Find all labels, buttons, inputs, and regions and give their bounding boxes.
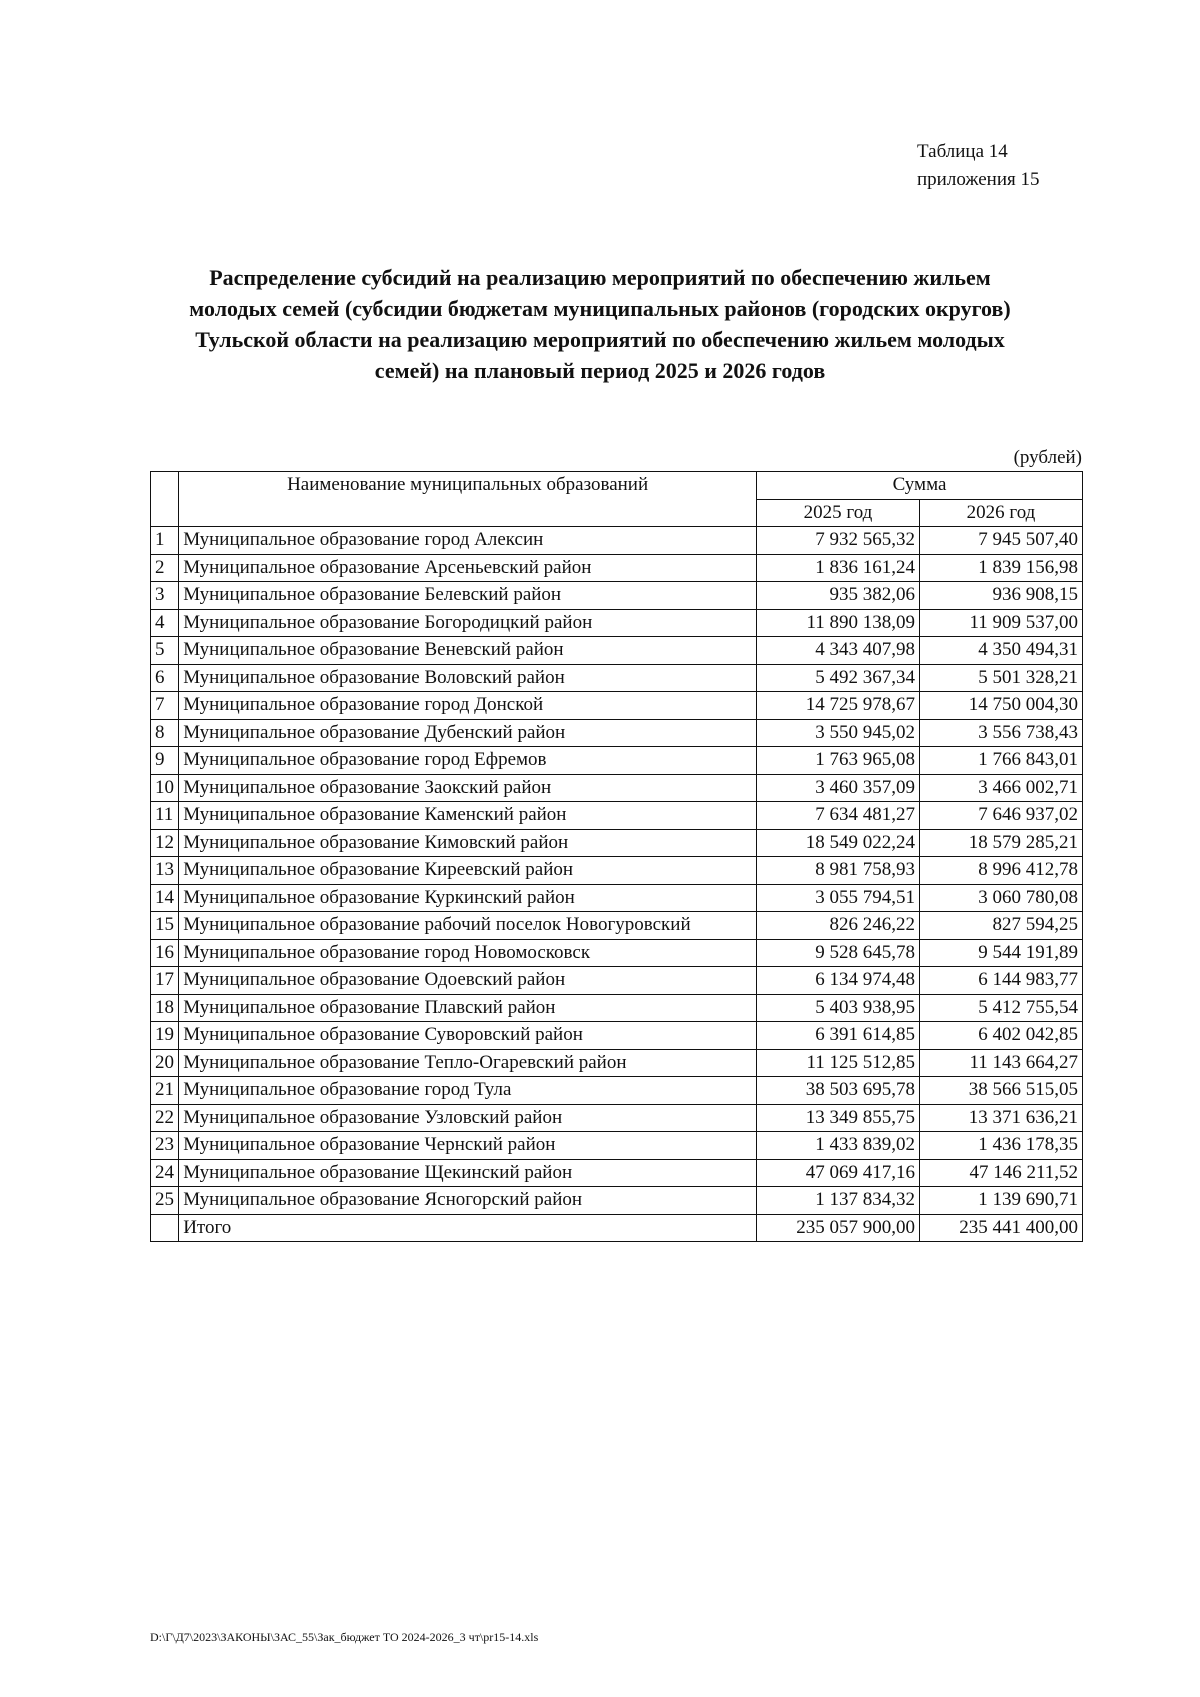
amount-2026: 14 750 004,30 — [919, 692, 1082, 720]
row-number: 20 — [151, 1049, 179, 1077]
municipality-name: Муниципальное образование Щекинский район — [179, 1159, 757, 1187]
municipality-name: Муниципальное образование Чернский район — [179, 1132, 757, 1160]
table-row — [151, 719, 1083, 747]
amount-2025: 3 460 357,09 — [757, 774, 920, 802]
amount-2026: 11 909 537,00 — [919, 609, 1082, 637]
header-year-2026: 2026 год — [919, 499, 1082, 527]
amount-2025: 7 932 565,32 — [757, 527, 920, 555]
table-row — [151, 994, 1083, 1022]
municipality-name: Муниципальное образование Кимовский район — [179, 829, 757, 857]
row-number: 14 — [151, 884, 179, 912]
row-number: 24 — [151, 1159, 179, 1187]
row-number: 13 — [151, 857, 179, 885]
municipality-name: Муниципальное образование Каменский район — [179, 802, 757, 830]
table-number: Таблица 14 — [917, 141, 1008, 162]
municipality-name: Муниципальное образование Дубенский район — [179, 719, 757, 747]
table-row — [151, 1159, 1083, 1187]
amount-2025: 935 382,06 — [757, 582, 920, 610]
file-path: D:\Г\Д7\2023\ЗАКОНЫ\ЗАС_55\Зак_бюджет ТО 2024-2026_3 чт\pr15-14.xls — [150, 1630, 539, 1644]
header-name: Наименование муниципальных образований — [179, 472, 757, 527]
row-number: 3 — [151, 582, 179, 610]
amount-2025: 8 981 758,93 — [757, 857, 920, 885]
municipality-name: Муниципальное образование город Алексин — [179, 527, 757, 555]
amount-2026: 3 466 002,71 — [919, 774, 1082, 802]
amount-2026: 38 566 515,05 — [919, 1077, 1082, 1105]
municipality-name: Муниципальное образование Плавский район — [179, 994, 757, 1022]
amount-2025: 18 549 022,24 — [757, 829, 920, 857]
amount-2025: 6 391 614,85 — [757, 1022, 920, 1050]
amount-2025: 38 503 695,78 — [757, 1077, 920, 1105]
table-row — [151, 1132, 1083, 1160]
amount-2026: 235 441 400,00 — [919, 1214, 1082, 1242]
row-number: 17 — [151, 967, 179, 995]
amount-2025: 1 836 161,24 — [757, 554, 920, 582]
row-number: 7 — [151, 692, 179, 720]
row-number: 4 — [151, 609, 179, 637]
table-row — [151, 1077, 1083, 1105]
amount-2026: 1 839 156,98 — [919, 554, 1082, 582]
title-line-3: Тульской области на реализацию мероприятий по обеспечению жильем молодых — [195, 327, 1005, 352]
amount-2025: 1 433 839,02 — [757, 1132, 920, 1160]
amount-2026: 8 996 412,78 — [919, 857, 1082, 885]
amount-2025: 1 763 965,08 — [757, 747, 920, 775]
amount-2025: 4 343 407,98 — [757, 637, 920, 665]
table-row — [151, 802, 1083, 830]
table-row — [151, 1049, 1083, 1077]
amount-2026: 827 594,25 — [919, 912, 1082, 940]
amount-2026: 1 766 843,01 — [919, 747, 1082, 775]
table-row — [151, 829, 1083, 857]
row-number: 15 — [151, 912, 179, 940]
amount-2025: 7 634 481,27 — [757, 802, 920, 830]
table-row — [151, 582, 1083, 610]
amount-2025: 5 403 938,95 — [757, 994, 920, 1022]
municipality-name: Муниципальное образование Веневский район — [179, 637, 757, 665]
amount-2026: 3 556 738,43 — [919, 719, 1082, 747]
amount-2026: 1 139 690,71 — [919, 1187, 1082, 1215]
table-row — [151, 664, 1083, 692]
amount-2026: 3 060 780,08 — [919, 884, 1082, 912]
municipality-name: Муниципальное образование Куркинский район — [179, 884, 757, 912]
municipality-name: Муниципальное образование город Ефремов — [179, 747, 757, 775]
table-row — [151, 637, 1083, 665]
amount-2025: 3 055 794,51 — [757, 884, 920, 912]
table-row — [151, 967, 1083, 995]
municipality-name: Муниципальное образование Воловский район — [179, 664, 757, 692]
municipality-name: Муниципальное образование Заокский район — [179, 774, 757, 802]
row-number: 23 — [151, 1132, 179, 1160]
document-title — [140, 262, 1060, 386]
table-row — [151, 527, 1083, 555]
row-number: 16 — [151, 939, 179, 967]
municipality-name: Муниципальное образование Суворовский район — [179, 1022, 757, 1050]
amount-2026: 5 501 328,21 — [919, 664, 1082, 692]
amount-2025: 3 550 945,02 — [757, 719, 920, 747]
municipality-name: Муниципальное образование Узловский район — [179, 1104, 757, 1132]
table-row — [151, 609, 1083, 637]
table-row — [151, 554, 1083, 582]
table-row — [151, 1104, 1083, 1132]
amount-2026: 5 412 755,54 — [919, 994, 1082, 1022]
row-number: 5 — [151, 637, 179, 665]
amount-2025: 6 134 974,48 — [757, 967, 920, 995]
amount-2025: 13 349 855,75 — [757, 1104, 920, 1132]
table-reference — [917, 138, 1039, 194]
row-number: 9 — [151, 747, 179, 775]
table-row — [151, 774, 1083, 802]
amount-2025: 826 246,22 — [757, 912, 920, 940]
amount-2026: 4 350 494,31 — [919, 637, 1082, 665]
subsidy-table — [150, 471, 1083, 1242]
title-line-1: Распределение субсидий на реализацию мероприятий по обеспечению жильем — [209, 265, 991, 290]
amount-2025: 11 890 138,09 — [757, 609, 920, 637]
municipality-name: Муниципальное образование Богородицкий район — [179, 609, 757, 637]
amount-2026: 18 579 285,21 — [919, 829, 1082, 857]
row-number: 19 — [151, 1022, 179, 1050]
municipality-name: Муниципальное образование Белевский район — [179, 582, 757, 610]
row-number: 21 — [151, 1077, 179, 1105]
amount-2025: 9 528 645,78 — [757, 939, 920, 967]
row-number — [151, 1214, 179, 1242]
table-row — [151, 1187, 1083, 1215]
header-row-1 — [151, 472, 1083, 500]
amount-2025: 5 492 367,34 — [757, 664, 920, 692]
amount-2026: 11 143 664,27 — [919, 1049, 1082, 1077]
municipality-name: Муниципальное образование Арсеньевский район — [179, 554, 757, 582]
amount-2026: 936 908,15 — [919, 582, 1082, 610]
amount-2026: 9 544 191,89 — [919, 939, 1082, 967]
municipality-name: Муниципальное образование рабочий поселок Новогуровский — [179, 912, 757, 940]
amount-2025: 235 057 900,00 — [757, 1214, 920, 1242]
amount-2025: 47 069 417,16 — [757, 1159, 920, 1187]
total-row — [151, 1214, 1083, 1242]
municipality-name: Муниципальное образование город Донской — [179, 692, 757, 720]
header-year-2025: 2025 год — [757, 499, 920, 527]
amount-2026: 6 144 983,77 — [919, 967, 1082, 995]
amount-2025: 14 725 978,67 — [757, 692, 920, 720]
row-number: 11 — [151, 802, 179, 830]
municipality-name: Муниципальное образование Одоевский район — [179, 967, 757, 995]
municipality-name: Итого — [179, 1214, 757, 1242]
appendix-number: приложения 15 — [917, 169, 1040, 190]
header-sum: Сумма — [757, 472, 1083, 500]
title-line-2: молодых семей (субсидии бюджетам муниципальных районов (городских округов) — [189, 296, 1011, 321]
row-number: 25 — [151, 1187, 179, 1215]
table-row — [151, 884, 1083, 912]
row-number: 6 — [151, 664, 179, 692]
table-row — [151, 747, 1083, 775]
table-row — [151, 1022, 1083, 1050]
municipality-name: Муниципальное образование Ясногорский район — [179, 1187, 757, 1215]
row-number: 22 — [151, 1104, 179, 1132]
table-row — [151, 912, 1083, 940]
amount-2025: 11 125 512,85 — [757, 1049, 920, 1077]
municipality-name: Муниципальное образование город Новомосковск — [179, 939, 757, 967]
table-row — [151, 692, 1083, 720]
municipality-name: Муниципальное образование Тепло-Огаревский район — [179, 1049, 757, 1077]
row-number: 12 — [151, 829, 179, 857]
amount-2026: 13 371 636,21 — [919, 1104, 1082, 1132]
amount-2026: 47 146 211,52 — [919, 1159, 1082, 1187]
row-number: 2 — [151, 554, 179, 582]
header-number-cell — [151, 472, 179, 527]
table-row — [151, 857, 1083, 885]
row-number: 10 — [151, 774, 179, 802]
amount-2026: 6 402 042,85 — [919, 1022, 1082, 1050]
row-number: 8 — [151, 719, 179, 747]
title-line-4: семей) на плановый период 2025 и 2026 годов — [374, 358, 826, 383]
amount-2026: 7 945 507,40 — [919, 527, 1082, 555]
amount-2026: 1 436 178,35 — [919, 1132, 1082, 1160]
row-number: 18 — [151, 994, 179, 1022]
table-row — [151, 939, 1083, 967]
municipality-name: Муниципальное образование город Тула — [179, 1077, 757, 1105]
row-number: 1 — [151, 527, 179, 555]
municipality-name: Муниципальное образование Киреевский район — [179, 857, 757, 885]
amount-2025: 1 137 834,32 — [757, 1187, 920, 1215]
unit-label: (рублей) — [1013, 447, 1082, 468]
amount-2026: 7 646 937,02 — [919, 802, 1082, 830]
